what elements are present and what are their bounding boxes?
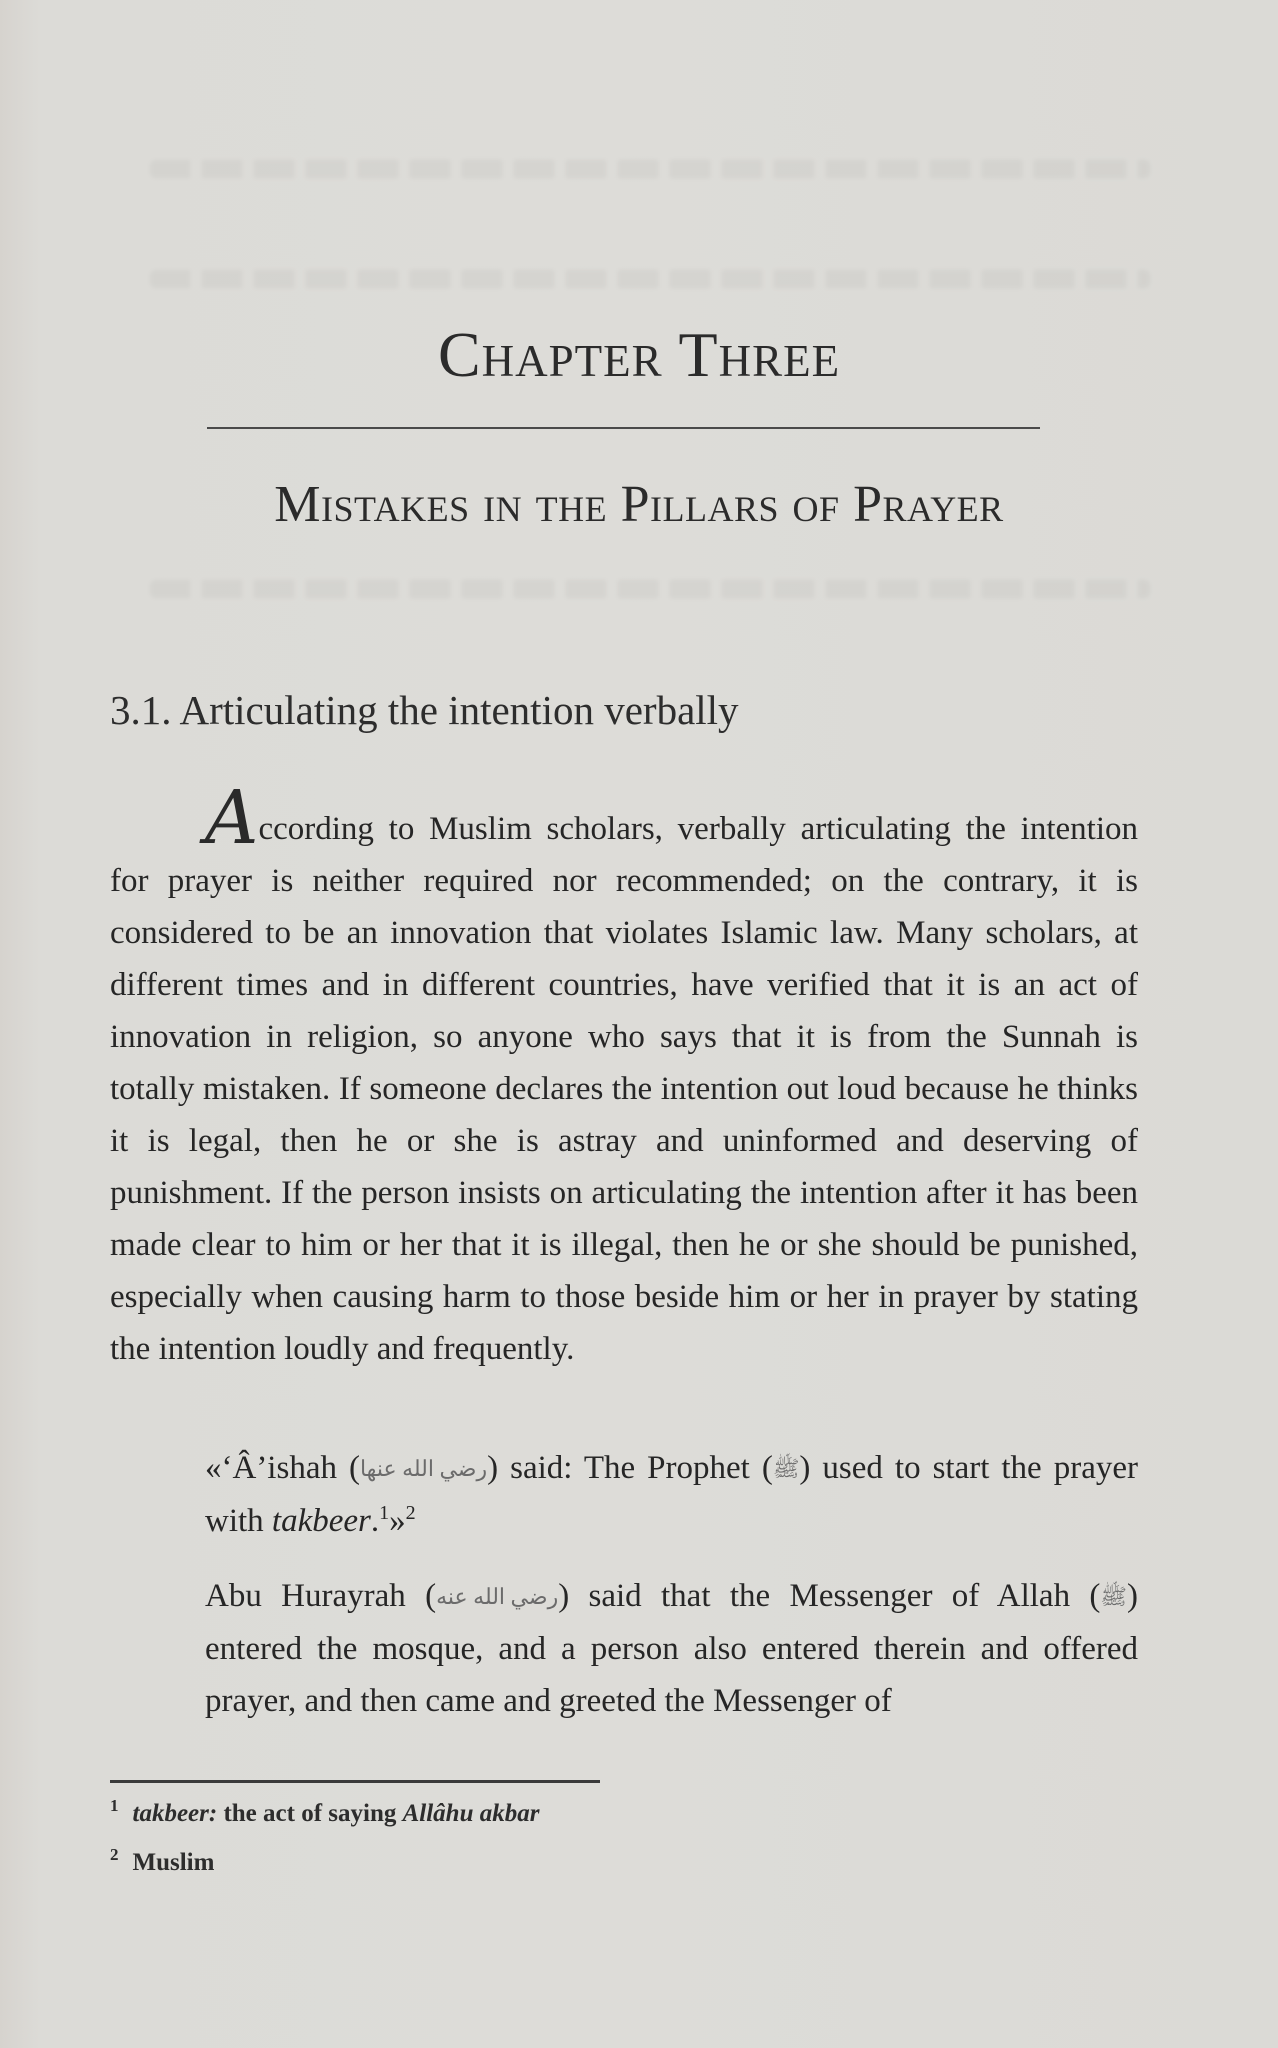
- hadith-quote: [205, 1442, 1138, 1547]
- salawat-calligraphy-icon: ﷺ: [1100, 1584, 1127, 1609]
- bleed-through-texture: [150, 160, 1150, 178]
- footnote-text: Muslim: [132, 1849, 215, 1876]
- quote-text: .: [370, 1503, 380, 1539]
- footnote: [110, 1845, 214, 1877]
- quote-text: ) said: The Prophet (: [487, 1450, 773, 1486]
- footnote-divider: [110, 1780, 600, 1783]
- drop-cap: A: [205, 775, 259, 861]
- quote-text: «‘Â’ishah (: [205, 1450, 360, 1486]
- chapter-title: Chapter Three: [437, 319, 841, 390]
- bleed-through-texture: [150, 580, 1150, 598]
- quote-text: ) used to start the prayer with: [205, 1450, 1138, 1539]
- quote-close: »: [389, 1503, 406, 1539]
- subsection-title: Articulating the intention verbally: [179, 687, 739, 733]
- hadith-quote: [205, 1570, 1138, 1727]
- subsection-heading: [110, 686, 739, 734]
- quote-text: ) said that the Messenger of Allah (: [558, 1578, 1101, 1614]
- honorific-calligraphy-icon: رضي الله عنه: [436, 1584, 559, 1609]
- footnote: [110, 1796, 539, 1828]
- footnote-ref[interactable]: 1: [379, 1502, 390, 1524]
- title-divider: [207, 427, 1040, 429]
- footnote-text: the act of saying: [217, 1800, 403, 1827]
- salawat-calligraphy-icon: ﷺ: [772, 1456, 800, 1481]
- quote-text: Abu Hurayrah (: [205, 1578, 437, 1614]
- footnote-italic: Allâhu akbar: [402, 1800, 540, 1827]
- honorific-calligraphy-icon: رضي الله عنها: [359, 1456, 488, 1481]
- bleed-through-texture: [150, 270, 1150, 288]
- footnote-number: 1: [110, 1796, 119, 1815]
- quote-italic-term: takbeer: [271, 1503, 371, 1539]
- subsection-number: 3.1.: [110, 687, 172, 733]
- footnote-ref[interactable]: 2: [405, 1502, 416, 1524]
- quote-text: ) entered the mosque, and a person also entered therein and offered prayer, and then came and greeted the Messenger of: [205, 1578, 1138, 1719]
- section-title: Mistakes in the Pillars of Prayer: [274, 476, 1004, 533]
- body-paragraph: [110, 775, 1138, 1375]
- footnote-number: 2: [110, 1845, 119, 1864]
- paragraph-text: ccording to Muslim scholars, verbally articulating the intention for prayer is neither required nor recommended; on the contrary, it is considered to be an innovation that violates Islamic law. Many scholars, at different times and in different countries, have verified that it is an act of innovation in religion, so anyone who says that it is from the Sunnah is totally mistaken. If someone declares the intention out loud because he thinks it is legal, then he or she is astray and uninformed and deserving of punishment. If the person insists on articulating the intention after it has been made clear to him or her that it is illegal, then he or she should be punished, especially when causing harm to those beside him or her in prayer by stating the intention loudly and frequently.: [110, 811, 1138, 1367]
- footnote-term: takbeer:: [132, 1800, 218, 1827]
